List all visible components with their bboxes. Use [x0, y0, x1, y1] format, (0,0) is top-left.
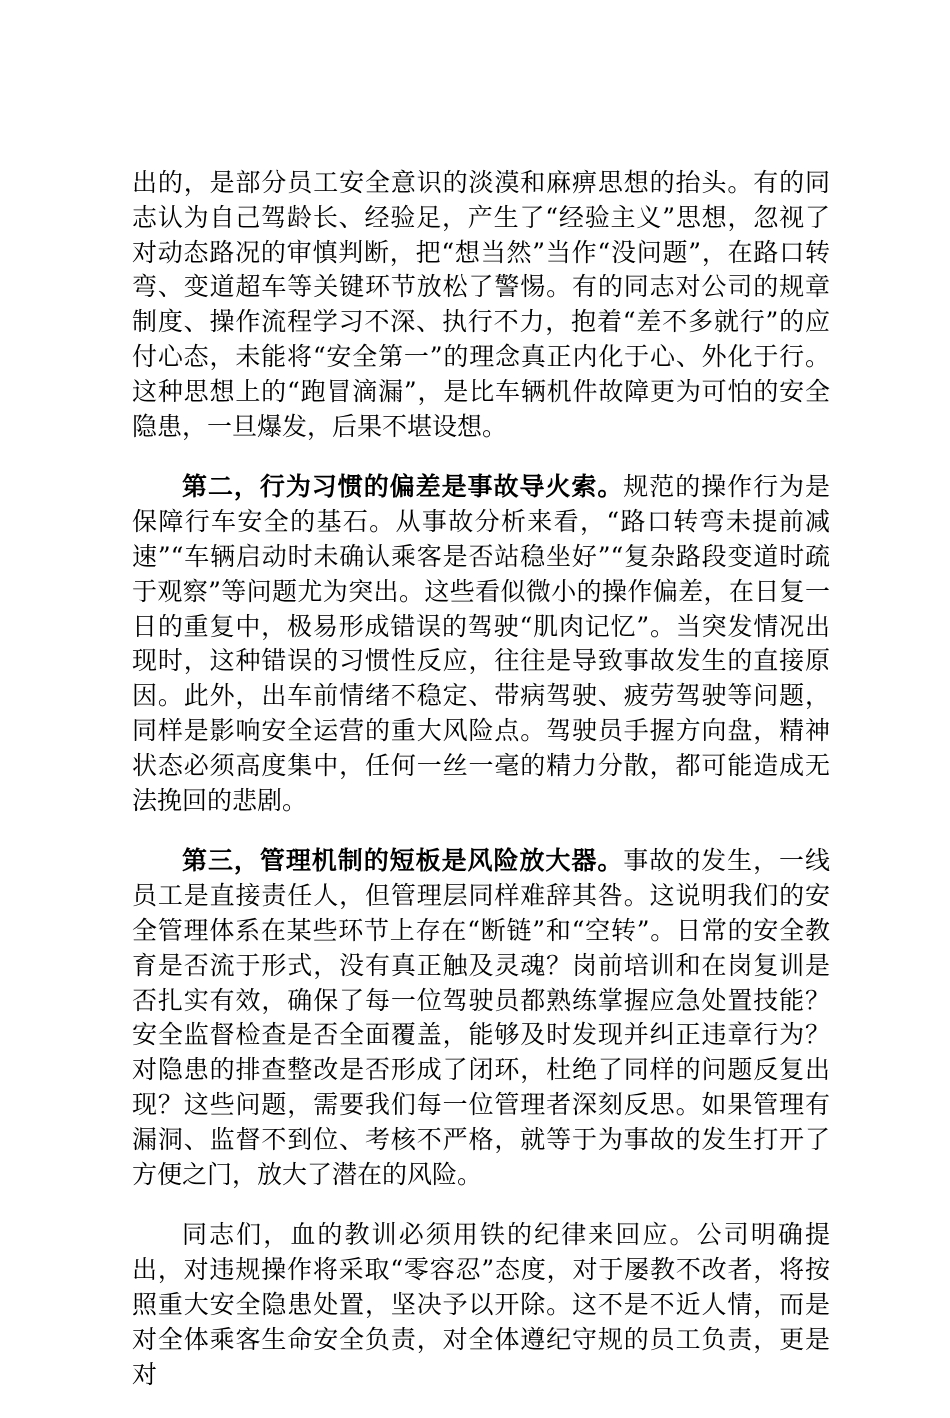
paragraph-1	[132, 166, 830, 444]
paragraph-2	[132, 470, 830, 818]
paragraph-3-heading: 第三，管理机制的短板是风险放大器。	[182, 846, 624, 876]
paragraph-4	[132, 1218, 830, 1392]
paragraph-2-heading: 第二，行为习惯的偏差是事故导火索。	[182, 472, 624, 502]
paragraph-1-text: 出的，是部分员工安全意识的淡漠和麻痹思想的抬头。有的同志认为自己驾龄长、经验足，产生了“经验主义”思想，忽视了对动态路况的审慎判断，把“想当然”当作“没问题”，在路口转弯、变道超车等关键环节放松了警惕。有的同志对公司的规章制度、操作流程学习不深、执行不力，抱着“差不多就行”的应付心态，未能将“安全第一”的理念真正内化于心、外化于行。这种思想上的“跑冒滴漏”，是比车辆机件故障更为可怕的安全隐患，一旦爆发，后果不堪设想。	[132, 168, 830, 441]
paragraph-3	[132, 844, 830, 1192]
paragraph-4-text: 同志们，血的教训必须用铁的纪律来回应。公司明确提出，对违规操作将采取“零容忍”态度，对于屡教不改者，将按照重大安全隐患处置，坚决予以开除。这不是不近人情，而是对全体乘客生命安全负责，对全体遵纪守规的员工负责，更是对	[132, 1220, 830, 1389]
paragraph-2-text: 规范的操作行为是保障行车安全的基石。从事故分析来看，“路口转弯未提前减速”“车辆启动时未确认乘客是否站稳坐好”“复杂路段变道时疏于观察”等问题尤为突出。这些看似微小的操作偏差，在日复一日的重复中，极易形成错误的驾驶“肌肉记忆”。当突发情况出现时，这种错误的习惯性反应，往往是导致事故发生的直接原因。此外，出车前情绪不稳定、带病驾驶、疲劳驾驶等问题，同样是影响安全运营的重大风险点。驾驶员手握方向盘，精神状态必须高度集中，任何一丝一毫的精力分散，都可能造成无法挽回的悲剧。	[132, 472, 830, 815]
document-body	[132, 166, 830, 1418]
paragraph-3-text: 事故的发生，一线员工是直接责任人，但管理层同样难辞其咎。这说明我们的安全管理体系在某些环节上存在“断链”和“空转”。日常的安全教育是否流于形式，没有真正触及灵魂？岗前培训和在岗复训是否扎实有效，确保了每一位驾驶员都熟练掌握应急处置技能？安全监督检查是否全面覆盖，能够及时发现并纠正违章行为？对隐患的排查整改是否形成了闭环，杜绝了同样的问题反复出现？这些问题，需要我们每一位管理者深刻反思。如果管理有漏洞、监督不到位、考核不严格，就等于为事故的发生打开了方便之门，放大了潜在的风险。	[132, 846, 830, 1189]
